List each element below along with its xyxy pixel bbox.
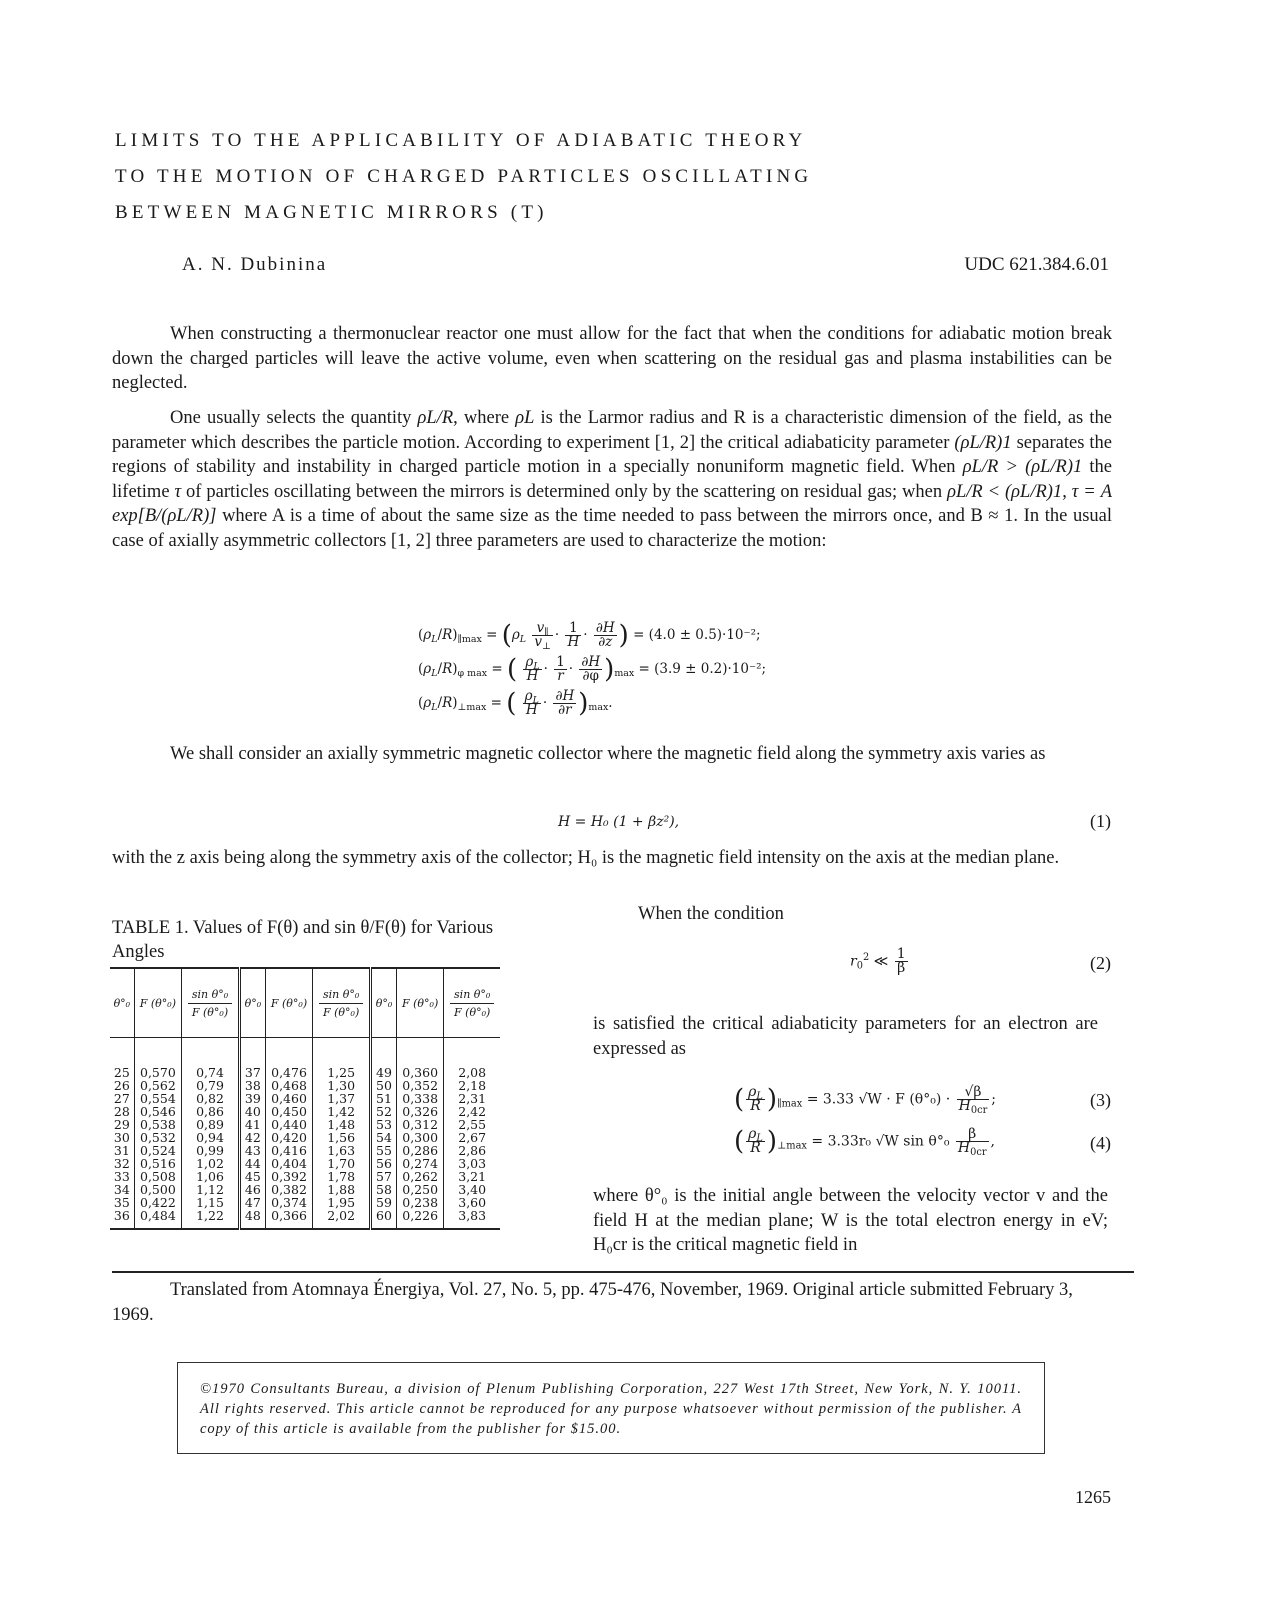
table-cell: 54 [371,1131,397,1144]
table-cell: 0,554 [134,1092,181,1105]
table-cell: 3,60 [444,1196,500,1209]
symbol-rho-l: ρL [515,408,535,428]
paragraph-4: with the z axis being along the symmetry axis of the collector; H₀ is the magnetic field intensity on the axis at the median plane. [112,848,1060,868]
table-cell: 0,82 [182,1092,240,1105]
table-cell: 0,94 [182,1131,240,1144]
table-cell: 2,02 [313,1209,371,1229]
table-cell: 0,516 [134,1157,181,1170]
symbol-lifetime-formula: τ = A exp[B/(ρL/R)] [112,481,1113,526]
table-cell: 51 [371,1092,397,1105]
table-cell: 1,42 [313,1105,371,1118]
table-cell: 2,42 [444,1105,500,1118]
table-cell: 0,366 [265,1209,312,1229]
table-cell: 1,12 [182,1183,240,1196]
table-cell: 0,450 [265,1105,312,1118]
table-cell: 44 [239,1157,265,1170]
table-cell: 58 [371,1183,397,1196]
table-cell: 1,95 [313,1196,371,1209]
table-cell: 0,546 [134,1105,181,1118]
table-cell: 52 [371,1105,397,1118]
table-cell: 43 [239,1144,265,1157]
table-cell: 59 [371,1196,397,1209]
table-cell: 0,274 [396,1157,443,1170]
table-cell: 1,88 [313,1183,371,1196]
title-line-3: BETWEEN MAGNETIC MIRRORS (T) [115,202,548,223]
footnote: Translated from Atomnaya Énergiya, Vol. 27, No. 5, pp. 475-476, November, 1969. Original article submitted February 3, 1969. [112,1280,1073,1325]
table-cell: 0,338 [396,1092,443,1105]
header-theta: θ°₀ [110,968,134,1038]
table-cell: 48 [239,1209,265,1229]
equation-azimuthal-max: $(\rho_L/R)_{\varphi max}$ = ( $\frac{\rho_L}{H}$ · $\frac{1}{r}$ · $\frac{\partial H}{\partial\varphi}$ )$_{max} = (3.9 \pm 0.2)\cdot 10^{-2}$; [418,654,767,685]
table-cell: 37 [239,1066,265,1079]
table-cell: 1,70 [313,1157,371,1170]
table-cell: 35 [113,1195,130,1210]
table-cell: 1,48 [313,1118,371,1131]
table-cell: 0,538 [134,1118,181,1131]
table-cell: 31 [113,1143,130,1158]
table-cell: 0,524 [134,1144,181,1157]
table-cell: 2,31 [444,1092,500,1105]
table-cell: 26 [113,1078,130,1093]
table-cell: 57 [371,1170,397,1183]
table-cell: 50 [371,1079,397,1092]
table-cell: 0,422 [134,1196,181,1209]
table-cell: 0,420 [265,1131,312,1144]
symbol-unstable-condition: ρL/R < (ρL/R)1 [947,481,1063,502]
table-cell: 3,40 [444,1183,500,1196]
table-cell: 45 [239,1170,265,1183]
table-cell: 53 [371,1118,397,1131]
equation-parallel-max: $(\rho_L/R)_{\parallel max} = (\rho_L$ $\frac{v_\parallel}{v_\perp}$ · $\frac{1}{H}$ · $\frac{\partial H}{\partial z}$ ) = (4.0 ± 0.5)·10⁻²; [418,620,761,652]
equation-perpendicular-max: $(\rho_L/R)_{\perp max}$ = ( $\frac{\rho_L}{H}$ · $\frac{\partial H}{\partial r}$ )$_{max}$. [418,688,613,719]
paragraph-3: We shall consider an axially symmetric magnetic collector where the magnetic field along the symmetry axis varies as [170,744,1046,764]
values-table [110,967,500,1230]
table-cell: 0,460 [265,1092,312,1105]
page-number: 1265 [1075,1487,1111,1507]
header-sin-ratio: $\frac{\text{sin θ°₀}}{\text{F (θ°₀)}}$ [182,968,240,1038]
condition-intro: When the condition [638,904,784,924]
table-cell: 0,74 [182,1066,240,1079]
table-cell: 0,508 [134,1170,181,1183]
table-cell: 41 [239,1118,265,1131]
table-cell: 36 [113,1208,130,1223]
table-cell: 1,22 [182,1209,240,1229]
equation-2: $r_0^2$ ≪ $\frac{1}{\beta}$ [850,946,906,976]
equation-3-number: (3) [1090,1090,1111,1110]
table-cell: 46 [239,1183,265,1196]
table-cell: 0,86 [182,1105,240,1118]
header-theta: θ°₀ [371,968,397,1038]
table-cell: 27 [113,1091,130,1106]
symbol-tau: τ [174,481,182,502]
table-header-row [110,968,500,1038]
table-cell: 0,79 [182,1079,240,1092]
table-cell: 1,25 [313,1066,371,1079]
table-cell: 1,30 [313,1079,371,1092]
paragraph-definitions: where θ°₀ is the initial angle between the velocity vector v and the field H at the median plane; W is the total electron energy in eV; H₀cr is the critical magnetic field in [593,1186,1108,1255]
table-cell: 0,476 [265,1066,312,1079]
table-cell: 0,562 [134,1079,181,1092]
equation-4: ( $\frac{\rho_L}{R}$ )$_{\perp max} = 3.33r_0$ √W sin θ°₀ $\frac{\beta}{H_{0cr}}$ , [734,1126,995,1158]
paragraph-1: When constructing a thermonuclear reactor one must allow for the fact that when the conditions for adiabatic motion break down the charged particles will leave the active volume, even when scattering on the residual gas and plasma instabilities can be neglected. [112,324,1112,393]
table-cell: 0,250 [396,1183,443,1196]
table-cell: 3,21 [444,1170,500,1183]
table-cell: 33 [113,1169,130,1184]
table-cell: 30 [113,1130,130,1145]
header-f: F (θ°₀) [134,968,181,1038]
table-cell: 2,08 [444,1066,500,1079]
table-cell: 0,89 [182,1118,240,1131]
equation-1-number: (1) [1090,811,1111,831]
table-cell: 0,382 [265,1183,312,1196]
table-cell: 1,15 [182,1196,240,1209]
table-cell: 0,440 [265,1118,312,1131]
header-sin-ratio: $\frac{\text{sin θ°₀}}{\text{F (θ°₀)}}$ [444,968,500,1038]
table-cell: 47 [239,1196,265,1209]
footnote-rule [112,1271,1134,1273]
table-cell: 2,67 [444,1131,500,1144]
table-cell: 34 [113,1182,130,1197]
table-cell: 40 [239,1105,265,1118]
table-cell: 55 [371,1144,397,1157]
table-cell: 0,416 [265,1144,312,1157]
table-cell: 0,500 [134,1183,181,1196]
symbol-stable-condition: ρL/R > (ρL/R)1 [962,457,1083,477]
table-cell: 56 [371,1157,397,1170]
table-cell: 0,570 [134,1066,181,1079]
table-cell: 0,226 [396,1209,443,1229]
table-cell: 0,99 [182,1144,240,1157]
table-cell: 1,06 [182,1170,240,1183]
table-cell: 3,03 [444,1157,500,1170]
table-cell: 1,78 [313,1170,371,1183]
table-cell: 60 [371,1209,397,1229]
table-cell: 2,18 [444,1079,500,1092]
table-cell: 0,374 [265,1196,312,1209]
table-cell: 0,262 [396,1170,443,1183]
table-cell: 2,55 [444,1118,500,1131]
table-cell: 28 [113,1104,130,1119]
table-cell: 0,300 [396,1131,443,1144]
table-cell: 0,392 [265,1170,312,1183]
table-cell: 1,56 [313,1131,371,1144]
header-f: F (θ°₀) [265,968,312,1038]
equation-3: ( $\frac{\rho_L}{R}$ )$_{\parallel max} = 3.33$ √W · F (θ°₀) · $\frac{√\beta}{H_{0cr}}$ ; [734,1084,996,1116]
equation-1: H = H₀ (1 + βz²), [558,814,680,830]
table-cell: 3,83 [444,1209,500,1229]
table-cell: 0,326 [396,1105,443,1118]
table-cell: 0,484 [134,1209,181,1229]
table-cell: 42 [239,1131,265,1144]
table-cell: 1,63 [313,1144,371,1157]
table-cell: 0,468 [265,1079,312,1092]
title-line-1: LIMITS TO THE APPLICABILITY OF ADIABATIC THEORY [115,130,807,151]
table-cell: 1,37 [313,1092,371,1105]
header-theta: θ°₀ [239,968,265,1038]
paragraph-2: One usually selects the quantity ρL/R, where ρL is the Larmor radius and R is a characteristic dimension of the field, as the parameter which describes the particle motion. According to experiment [1, 2] the critical adiabaticity parameter (ρL/R)1 separates the regions of stability and instability in charged particle motion in a specially nonuniform magnetic field. When ρL/R > (ρL/R)1 the lifetime τ of particles oscillating between the mirrors is determined only by the scattering on residual gas; when ρL/R < (ρL/R)1, τ = A exp[B/(ρL/R)] where A is a time of about the same size as the time needed to pass between the mirrors once, and B ≈ 1. In the usual case of axially asymmetric collectors [1, 2] three parameters are used to characterize the motion: [112,408,1113,551]
table-cell: 49 [371,1066,397,1079]
table-cell: 25 [113,1065,130,1080]
table-cell: 0,360 [396,1066,443,1079]
table-row [110,1209,500,1229]
table-cell: 0,238 [396,1196,443,1209]
table-cell: 0,404 [265,1157,312,1170]
copyright-box: ©1970 Consultants Bureau, a division of Plenum Publishing Corporation, 227 West 17th Street, New York, N. Y. 10011. All rights reserved. This article cannot be reproduced for any purpose whatsoever without permission of the publisher. A copy of this article is available from the publisher for $15.00. [177,1362,1045,1454]
table-caption: TABLE 1. Values of F(θ) and sin θ/F(θ) for Various Angles [112,918,494,962]
header-f: F (θ°₀) [396,968,443,1038]
table-cell: 0,532 [134,1131,181,1144]
header-sin-ratio: $\frac{\text{sin θ°₀}}{\text{F (θ°₀)}}$ [313,968,371,1038]
symbol-critical-parameter: (ρL/R)1 [954,432,1012,453]
paragraph-condition: is satisfied the critical adiabaticity parameters for an electron are expressed as [593,1014,1098,1059]
table-cell: 38 [239,1079,265,1092]
title-line-2: TO THE MOTION OF CHARGED PARTICLES OSCILLATING [115,166,813,187]
equation-2-number: (2) [1090,953,1111,973]
table-cell: 1,02 [182,1157,240,1170]
table-cell: 2,86 [444,1144,500,1157]
udc-code: UDC 621.384.6.01 [964,254,1109,275]
table-cell: 32 [113,1156,130,1171]
table-cell: 39 [239,1092,265,1105]
author: A. N. Dubinina [182,254,328,275]
table-cell: 0,352 [396,1079,443,1092]
equation-4-number: (4) [1090,1133,1111,1153]
table-cell: 0,286 [396,1144,443,1157]
table-cell: 29 [113,1117,130,1132]
symbol-rho-over-r: ρL/R [417,408,454,428]
table-cell: 0,312 [396,1118,443,1131]
